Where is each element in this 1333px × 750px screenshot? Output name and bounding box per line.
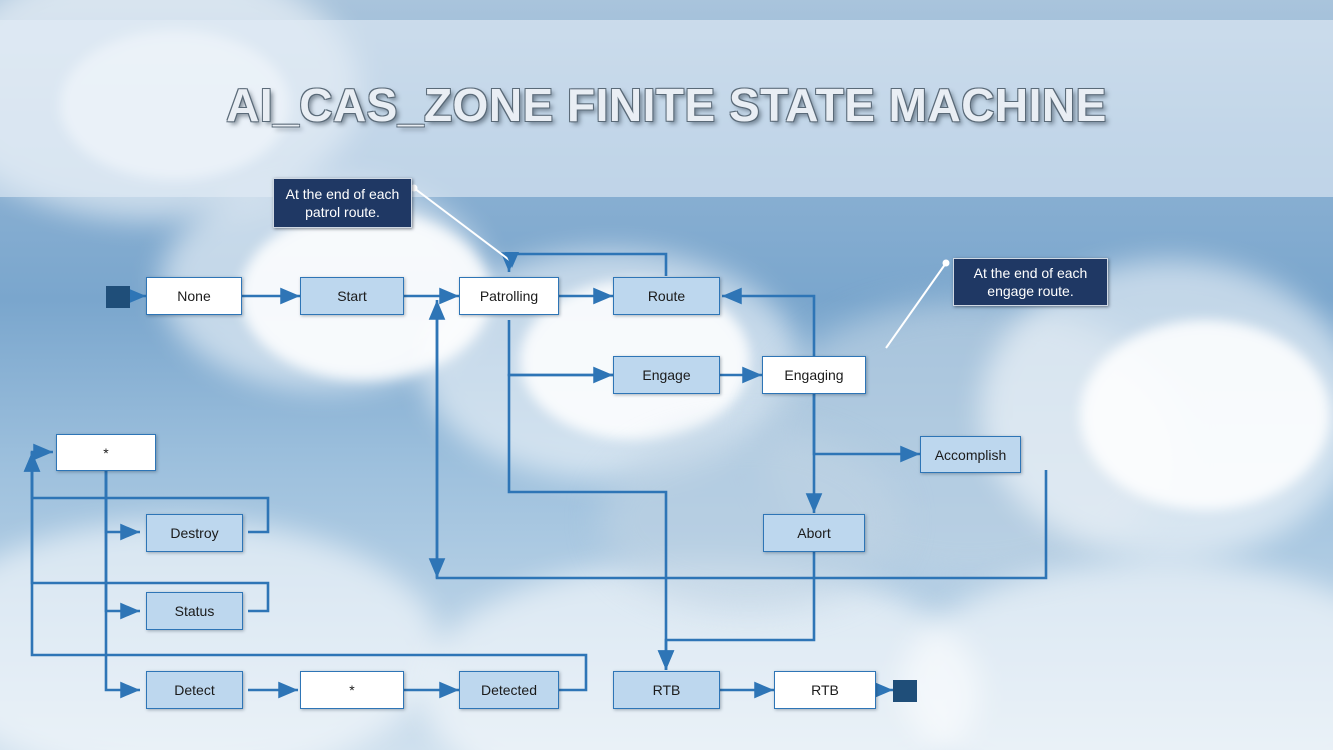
state-node-abort[interactable]: Abort xyxy=(763,514,865,552)
state-node-any-top[interactable]: * xyxy=(56,434,156,471)
state-node-engage[interactable]: Engage xyxy=(613,356,720,394)
note-patrol-route: At the end of each patrol route. xyxy=(273,178,412,228)
state-node-detected[interactable]: Detected xyxy=(459,671,559,709)
state-node-status[interactable]: Status xyxy=(146,592,243,630)
page-title: AI_CAS_ZONE FINITE STATE MACHINE xyxy=(226,79,1107,131)
state-node-engaging[interactable]: Engaging xyxy=(762,356,866,394)
note-engage-route: At the end of each engage route. xyxy=(953,258,1108,306)
state-node-detect[interactable]: Detect xyxy=(146,671,243,709)
state-node-start[interactable]: Start xyxy=(300,277,404,315)
state-node-accomplish[interactable]: Accomplish xyxy=(920,436,1021,473)
state-node-any-detect[interactable]: * xyxy=(300,671,404,709)
state-node-none[interactable]: None xyxy=(146,277,242,315)
state-node-rtb-blue[interactable]: RTB xyxy=(613,671,720,709)
terminal-start xyxy=(106,286,130,308)
terminal-end xyxy=(893,680,917,702)
state-node-patrolling[interactable]: Patrolling xyxy=(459,277,559,315)
state-node-destroy[interactable]: Destroy xyxy=(146,514,243,552)
state-node-route[interactable]: Route xyxy=(613,277,720,315)
state-node-rtb-white[interactable]: RTB xyxy=(774,671,876,709)
